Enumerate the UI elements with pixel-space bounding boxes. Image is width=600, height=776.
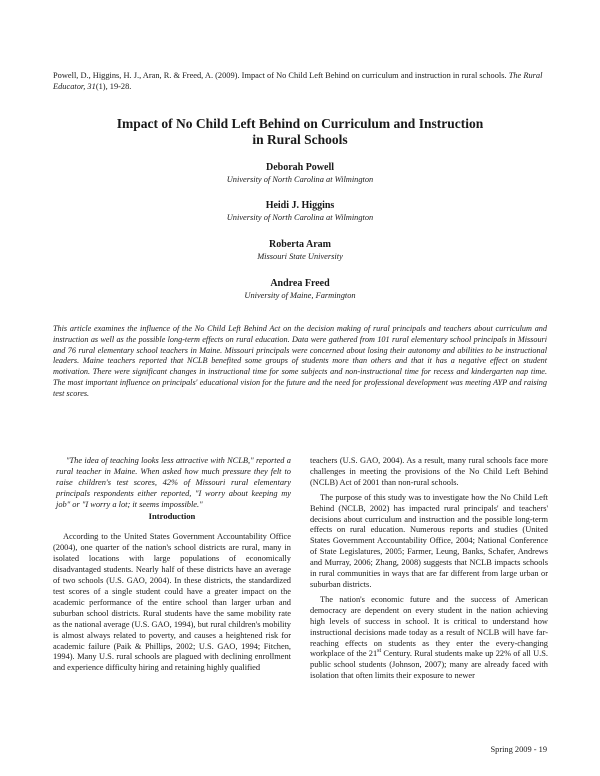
- author-block: [40, 200, 560, 223]
- page-footer: Spring 2009 - 19: [490, 745, 547, 754]
- citation: [53, 70, 553, 92]
- superscript: st: [377, 648, 382, 655]
- body-text: The nation's economic future and the success of American democracy are dependent on every student in the nation achieving high levels of success in school. It is critical to understand how instructional decisions made today as a result of NCLB will have far-reaching effects on students as they enter the every-changing workplace of the 21: [310, 594, 548, 659]
- pull-quote: "The idea of teaching looks less attractive with NCLB," reported a rural teacher in Maine. When asked how much pressure they felt to raise children's test scores, 42% of Missouri rural elementary principals respondents either reported, "I worry about keeping my job" or "I worry a lot; it seems impossible.": [56, 456, 291, 509]
- article-title: [40, 116, 560, 148]
- body-paragraph: [310, 595, 548, 682]
- author-name: Heidi J. Higgins: [265, 200, 335, 211]
- author-affiliation: Missouri State University: [257, 252, 343, 261]
- title-line-2: in Rural Schools: [252, 132, 348, 147]
- author-block: [40, 239, 560, 262]
- body-paragraph: According to the United States Government Accountability Office (2004), one quarter of the nation's school districts are rural, many in isolated locations with large populations of economically disadvantaged students. Nearly half of these districts have an average of two schools (U.S. GAO, 2004). In these districts, the standardized test scores of a single student could have a greater impact on the academic performance of the entire school than larger urban and suburban school districts. Rural students have the same mobility rate as the national average (U.S. GAO, 1994), but rural children's mobility is almost always related to poverty, and causes a heightened risk for academic failure (Paik & Phillips, 2002; U.S. GAO, 1994; Fitchen, 1994). Many U.S. rural schools are plagued with declining enrollment and experience difficulty hiring and retaining highly qualified: [53, 532, 291, 673]
- section-heading-introduction: Introduction: [148, 510, 196, 521]
- author-affiliation: University of Maine, Farmington: [244, 291, 356, 300]
- author-name: Deborah Powell: [265, 162, 335, 173]
- body-text: Century. Rural students make up 22% of all U.S. public school students (Johnson, 2007); many are already faced with isolation that often limits their exposure to newer: [310, 649, 548, 681]
- author-affiliation: University of North Carolina at Wilmington: [226, 213, 374, 222]
- citation-authors: Powell, D., Higgins, H. J., Aran, R. & Freed, A. (2009). Impact of No Child Left Behind on curriculum and instruction in rural schools.: [53, 71, 509, 80]
- author-affiliation: University of North Carolina at Wilmington: [226, 175, 374, 184]
- author-block: [40, 278, 560, 301]
- author-name: Roberta Aram: [269, 239, 331, 250]
- title-line-1: Impact of No Child Left Behind on Curriculum and Instruction: [116, 116, 484, 131]
- right-column: [310, 456, 548, 682]
- abstract: This article examines the influence of the No Child Left Behind Act on the decision making of rural principals and teachers about curriculum and instruction as well as the possible long-term effects on rural education. Data were gathered from 101 rural elementary school principals in Missouri and 76 rural elementary school teachers in Maine. Missouri principals were concerned about losing their autonomy and abilities to be instructional leaders. Maine teachers reported that NCLB benefited some groups of students more than others and that it has a negative effect on student motivation. There were significant changes in instructional time for some subjects and non-instructional time for recess and kindergarten nap time. The most important influence on principals' educational vision for the future and the need for professional development was meeting AYP and raising test scores.: [53, 324, 547, 398]
- author-block: [40, 162, 560, 185]
- body-paragraph: The purpose of this study was to investigate how the No Child Left Behind (NCLB, 2002) has impacted rural principals' and teachers' decisions about curriculum and instruction and the possible long-term effects on rural education. Numerous reports and studies (United States Government Accountability Office, 2004; National Conference of State Legislatures, 2005; Farmer, Leung, Banks, Schafer, Andrews and Murray, 2006; Zhang, 2008) suggests that NCLB impacts schools in rural communities in ways that are far different from large urban or suburban districts.: [310, 492, 548, 589]
- left-column: [53, 456, 291, 674]
- citation-issue: (1), 19-28.: [95, 82, 132, 92]
- body-paragraph: teachers (U.S. GAO, 2004). As a result, many rural schools face more challenges in meeting the provisions of the No Child Left Behind (NCLB) Act of 2001 than non-rural schools.: [310, 456, 548, 487]
- citation-journal: The Rural Educator, 31: [53, 71, 543, 92]
- author-name: Andrea Freed: [270, 278, 330, 289]
